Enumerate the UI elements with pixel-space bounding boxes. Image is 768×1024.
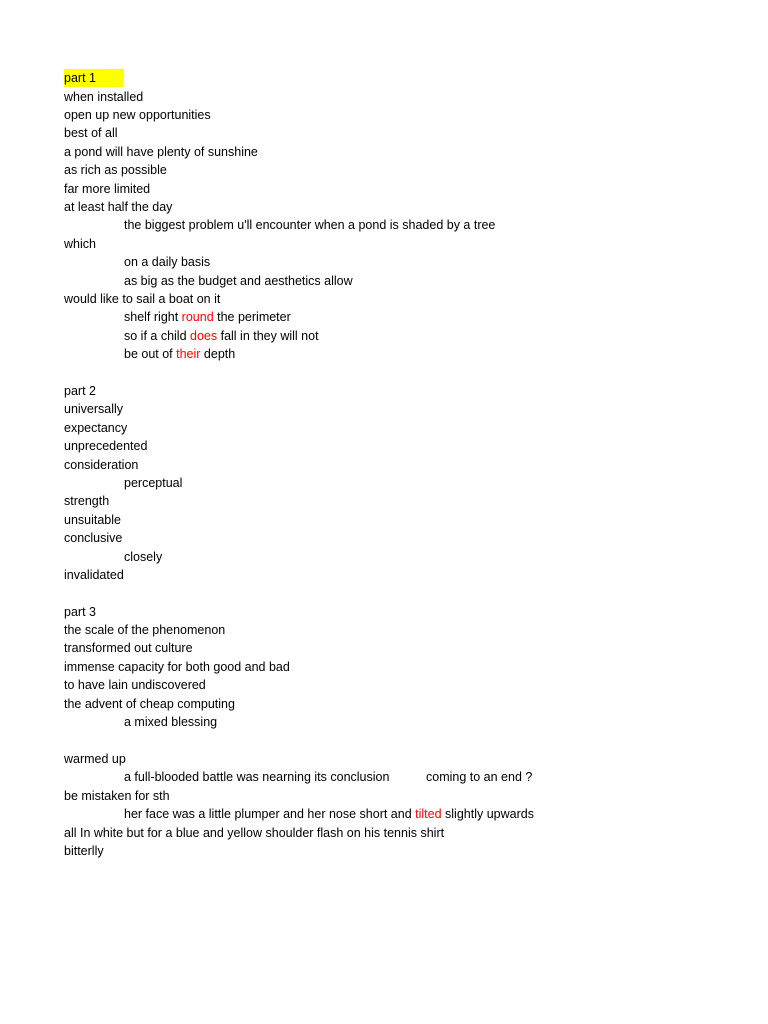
part2-line-9: closely [124, 550, 163, 564]
part2-line-3: unprecedented [64, 439, 148, 453]
part1-line-13-a: shelf right [124, 310, 182, 324]
part3-heading: part 3 [64, 605, 96, 619]
part1-line-10: on a daily basis [124, 255, 211, 269]
part1-line-13 [124, 308, 291, 326]
part4-line-2-note: coming to an end ? [426, 770, 533, 784]
part1-line-9: which [64, 237, 96, 251]
part2-line-5: perceptual [124, 476, 183, 490]
part1-line-14-c: fall in they will not [217, 329, 319, 343]
part2-line-2: expectancy [64, 421, 128, 435]
part1-line-8: the biggest problem u'll encounter when a pond is shaded by a tree [124, 218, 496, 232]
part1-line-4: a pond will have plenty of sunshine [64, 145, 258, 159]
part4-line-4-emphasis: tilted [415, 807, 442, 821]
part4-line-3: be mistaken for sth [64, 789, 170, 803]
part4-line-4-c: slightly upwards [441, 807, 534, 821]
part2-line-10: invalidated [64, 568, 124, 582]
part1-line-15-a: be out of [124, 347, 177, 361]
part1-line-11: as big as the budget and aesthetics allow [124, 274, 353, 288]
part1-line-15-c: depth [200, 347, 236, 361]
part3-line-5: the advent of cheap computing [64, 697, 235, 711]
part1-line-14-a: so if a child [124, 329, 191, 343]
part4-line-5: all In white but for a blue and yellow shoulder flash on his tennis shirt [64, 826, 445, 840]
part1-line-6: far more limited [64, 182, 151, 196]
part2-line-4: consideration [64, 458, 139, 472]
part2-line-6: strength [64, 494, 110, 508]
part1-line-2: open up new opportunities [64, 108, 211, 122]
part1-line-1: when installed [64, 90, 144, 104]
part3-line-4: to have lain undiscovered [64, 678, 206, 692]
part1-line-3: best of all [64, 126, 118, 140]
part4-line-4-a: her face was a little plumper and her nose short and [124, 807, 416, 821]
part3-line-2: transformed out culture [64, 641, 193, 655]
part1-line-13-emphasis: round [181, 310, 214, 324]
part1-line-15 [124, 345, 235, 363]
part2-line-8: conclusive [64, 531, 123, 545]
part3-line-3: immense capacity for both good and bad [64, 660, 290, 674]
part4-line-4 [124, 805, 534, 823]
part1-line-13-c: the perimeter [213, 310, 291, 324]
part1-line-7: at least half the day [64, 200, 173, 214]
part2-heading: part 2 [64, 384, 96, 398]
part2-line-1: universally [64, 402, 124, 416]
part1-heading-line [64, 69, 124, 87]
part2-line-7: unsuitable [64, 513, 121, 527]
part1-heading: part 1 [64, 69, 124, 87]
part3-line-6: a mixed blessing [124, 715, 218, 729]
part1-line-14 [124, 327, 319, 345]
part4-line-2: a full-blooded battle was nearning its conclusion [124, 770, 390, 784]
part1-line-5: as rich as possible [64, 163, 167, 177]
part4-line-1: warmed up [64, 752, 126, 766]
part3-line-1: the scale of the phenomenon [64, 623, 226, 637]
part1-line-12: would like to sail a boat on it [64, 292, 221, 306]
part4-line-6: bitterlly [64, 844, 104, 858]
part1-line-14-emphasis: does [190, 329, 218, 343]
part1-line-15-emphasis: their [176, 347, 201, 361]
